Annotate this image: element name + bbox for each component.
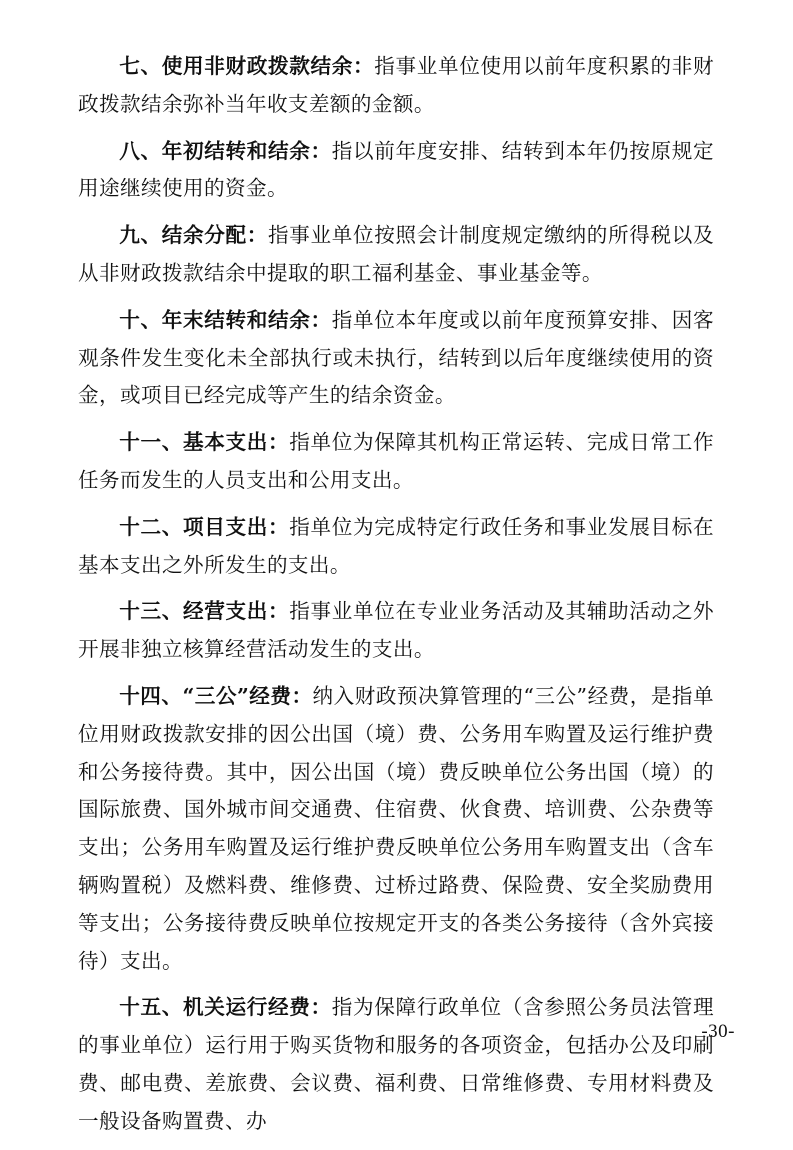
term-definition: 指单位为保障其机构正常运转、完成日常工作任务而发生的人员支出和公用支出。 bbox=[78, 430, 715, 492]
term-heading: 九、结余分配： bbox=[119, 223, 268, 248]
term-heading: 八、年初结转和结余： bbox=[119, 138, 332, 163]
paragraph-14 bbox=[78, 678, 714, 980]
paragraph-10 bbox=[78, 302, 714, 415]
paragraph-12 bbox=[78, 509, 714, 585]
term-definition: 指单位为完成特定行政任务和事业发展目标在基本支出之外所发生的支出。 bbox=[78, 514, 715, 577]
term-definition: 纳入财政预决算管理的“三公”经费，是指单位用财政拨款安排的因公出国（境）费、公务用车购置及运行维护费和公务接待费。其中，因公出国（境）费反映单位公务出国（境）的国际旅费、国外城市间交通费、住宿费、伙食费、培训费、公杂费等支出；公务用车购置及运行维护费反映单位公务用车购置支出（含车辆购置税）及燃料费、维修费、过桥过路费、保险费、安全奖励费用等支出；公务接待费反映单位按规定开支的各类公务接待（含外宾接待）支出。 bbox=[78, 683, 714, 973]
term-heading: 十、年末结转和结余： bbox=[119, 307, 332, 332]
term-heading: 十四、“三公”经费： bbox=[119, 683, 313, 708]
term-heading: 十一、基本支出： bbox=[119, 430, 290, 455]
paragraph-9 bbox=[78, 217, 714, 293]
page-number: -30- bbox=[701, 1021, 735, 1042]
term-definition: 指事业单位使用以前年度积累的非财政拨款结余弥补当年收支差额的金额。 bbox=[78, 54, 714, 116]
paragraph-13 bbox=[78, 593, 714, 669]
paragraph-15 bbox=[78, 989, 714, 1140]
term-definition: 指单位本年度或以前年度预算安排、因客观条件发生变化未全部执行或未执行，结转到以后年度继续使用的资金，或项目已经完成等产生的结余资金。 bbox=[78, 307, 715, 408]
term-definition: 指为保障行政单位（含参照公务员法管理的事业单位）运行用于购买货物和服务的各项资金，包括办公及印刷费、邮电费、差旅费、会议费、福利费、日常维修费、专用材料费及一般设备购置费、办 bbox=[78, 995, 715, 1133]
term-definition: 指以前年度安排、结转到本年仍按原规定用途继续使用的资金。 bbox=[78, 138, 715, 201]
paragraph-11 bbox=[78, 424, 714, 500]
term-heading: 七、使用非财政拨款结余： bbox=[119, 54, 375, 78]
term-heading: 十五、机关运行经费： bbox=[119, 995, 332, 1020]
paragraph-8 bbox=[78, 133, 714, 209]
term-definition: 指事业单位按照会计制度规定缴纳的所得税以及从非财政拨款结余中提取的职工福利基金、事业基金等。 bbox=[78, 223, 714, 285]
term-definition: 指事业单位在专业业务活动及其辅助活动之外开展非独立核算经营活动发生的支出。 bbox=[78, 599, 715, 662]
term-heading: 十三、经营支出： bbox=[119, 599, 290, 624]
term-heading: 十二、项目支出： bbox=[119, 514, 290, 539]
document-body bbox=[78, 48, 714, 1150]
paragraph-7 bbox=[78, 48, 714, 124]
